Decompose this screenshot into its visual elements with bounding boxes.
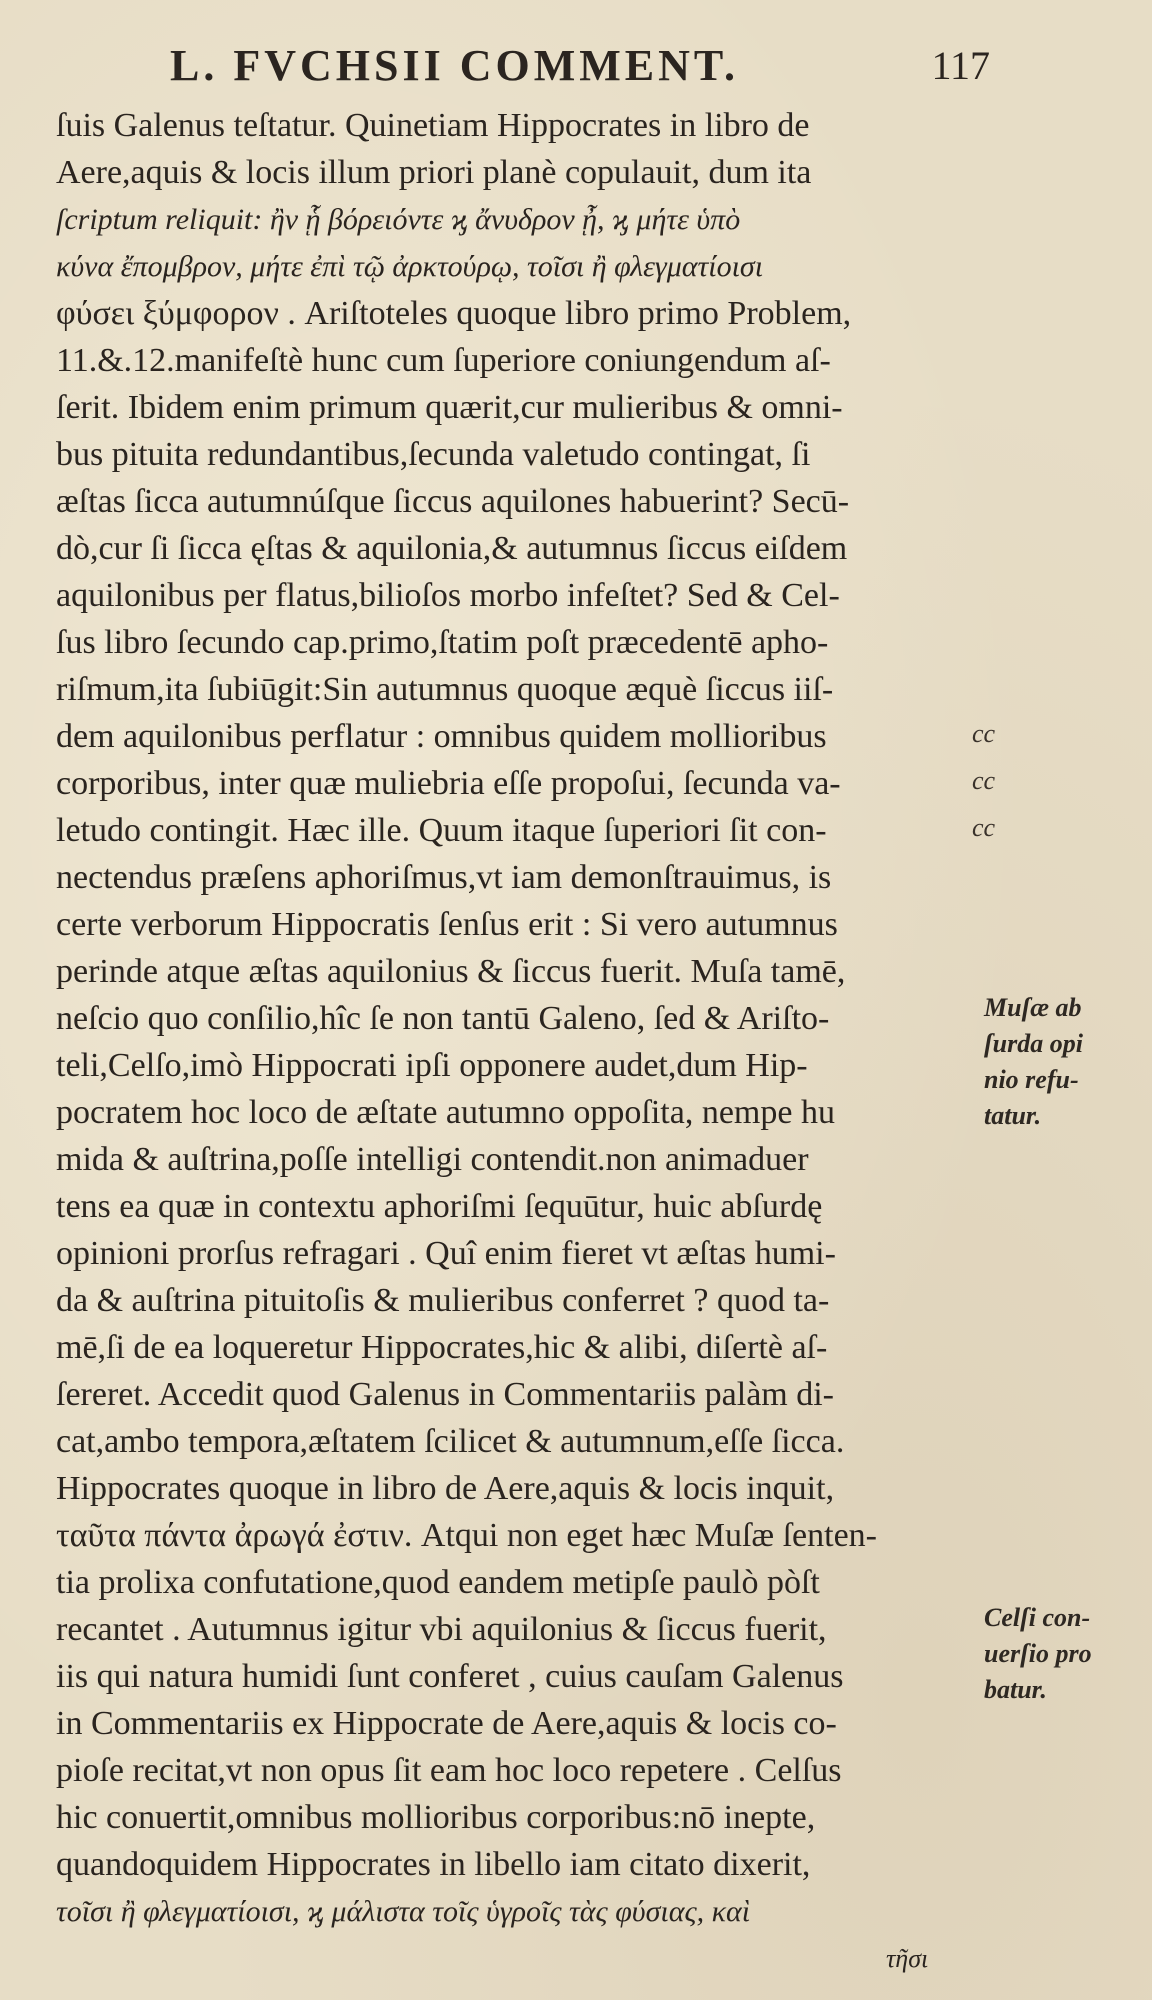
margin-note-celsi	[984, 1600, 1152, 1708]
text-line: pioſe recitat,vt non opus ſit eam hoc loco repetere . Celſus	[56, 1752, 842, 1789]
text-line: bus pituita redundantibus,ſecunda valetudo contingat, ſi	[56, 436, 811, 473]
text-line: ταῦτα πάντα ἀρωγά ἐστιν. Atqui non eget hæc Muſæ ſenten-	[56, 1517, 877, 1554]
text-line: opinioni prorſus refragari . Quî enim fieret vt æſtas humi-	[56, 1235, 836, 1272]
text-line: ſuis Galenus teſtatur. Quinetiam Hippocrates in libro de	[56, 107, 810, 144]
text-line: Aere,aquis & locis illum priori planè copulauit, dum ita	[56, 154, 812, 191]
text-line: aquilonibus per flatus,bilioſos morbo infeſtet? Sed & Cel-	[56, 577, 840, 614]
quotation-marks	[972, 710, 1012, 851]
quote-mark: cc	[972, 719, 996, 748]
running-title: L. FVCHSII COMMENT.	[170, 41, 739, 90]
margin-note-line: ſurda opi	[984, 1029, 1083, 1058]
text-line: neſcio quo conſilio,hîc ſe non tantū Galeno, ſed & Ariſto-	[56, 1000, 830, 1037]
margin-note-line: Celſi con-	[984, 1603, 1091, 1632]
margin-note-line: uerſio pro	[984, 1639, 1092, 1668]
text-line: hic conuertit,omnibus mollioribus corporibus:nō inepte,	[56, 1799, 816, 1836]
margin-note-line: tatur.	[984, 1101, 1042, 1130]
text-line: letudo contingit. Hæc ille. Quum itaque ſuperiori ſit con-	[56, 812, 827, 849]
text-line: iis qui natura humidi ſunt conferet , cuius cauſam Galenus	[56, 1658, 844, 1695]
text-line: mē,ſi de ea loqueretur Hippocrates,hic & alibi, diſertè aſ-	[56, 1329, 828, 1366]
quote-mark: cc	[972, 813, 996, 842]
text-line: teli,Celſo,imò Hippocrati ipſi opponere audet,dum Hip-	[56, 1047, 808, 1084]
text-line: tia prolixa confutatione,quod eandem metipſe paulò pòſt	[56, 1564, 820, 1601]
text-line: ſus libro ſecundo cap.primo,ſtatim poſt præcedentē apho-	[56, 624, 829, 661]
text-line: certe verborum Hippocratis ſenſus erit : Si vero autumnus	[56, 906, 838, 943]
text-line: cat,ambo tempora,æſtatem ſcilicet & autumnum,eſſe ſicca.	[56, 1423, 845, 1460]
text-line: 11.&.12.manifeſtè hunc cum ſuperiore coniungendum aſ-	[56, 342, 831, 379]
text-line: nectendus præſens aphoriſmus,vt iam demonſtrauimus, is	[56, 859, 832, 896]
page-number: 117	[931, 43, 990, 88]
text-line: recantet . Autumnus igitur vbi aquilonius & ſiccus fuerit,	[56, 1611, 827, 1648]
margin-note-musae	[984, 990, 1152, 1134]
greek-text-line: τοῖσι ἢ φλεγματίοισι, ϗ μάλιστα τοῖς ὑγροῖς τὰς φύσιας, καὶ	[56, 1895, 751, 1928]
margin-note-line: batur.	[984, 1675, 1047, 1704]
text-line: pocratem hoc loco de æſtate autumno oppoſita, nempe hu	[56, 1094, 835, 1131]
text-line: dò,cur ſi ſicca ęſtas & aquilonia,& autumnus ſiccus eiſdem	[56, 530, 848, 567]
margin-note-line: Muſæ ab	[984, 993, 1082, 1022]
text-line: æſtas ſicca autumnúſque ſiccus aquilones habuerint? Secū-	[56, 483, 850, 520]
text-line: ſerit. Ibidem enim primum quærit,cur mulieribus & omni-	[56, 389, 843, 426]
text-line: quandoquidem Hippocrates in libello iam citato dixerit,	[56, 1846, 811, 1883]
page-header	[150, 40, 990, 90]
text-line: ſereret. Accedit quod Galenus in Commentariis palàm di-	[56, 1376, 834, 1413]
text-line: φύσει ξύμφορον . Ariſtoteles quoque libro primo Problem,	[56, 295, 852, 332]
text-line: da & auſtrina pituitoſis & mulieribus conferret ? quod ta-	[56, 1282, 830, 1319]
margin-note-line: nio refu-	[984, 1065, 1079, 1094]
body-text	[56, 102, 976, 1982]
greek-text-line: ſcriptum reliquit: ἢν ᾗ βόρειόντε ϗ ἄνυδρον ᾖ, ϗ μήτε ὑπὸ	[56, 203, 741, 236]
text-line: dem aquilonibus perflatur : omnibus quidem mollioribus	[56, 718, 827, 755]
text-line: tens ea quæ in contextu aphoriſmi ſequūtur, huic abſurdę	[56, 1188, 823, 1225]
text-line: Hippocrates quoque in libro de Aere,aquis & locis inquit,	[56, 1470, 835, 1507]
greek-text-line: κύνα ἔπομβρον, μήτε ἐπὶ τῷ ἀρκτούρῳ, τοῖσι ἢ φλεγματίοισι	[56, 250, 764, 283]
text-line: corporibus, inter quæ muliebria eſſe propoſui, ſecunda va-	[56, 765, 841, 802]
catchword: τῆσι	[886, 1944, 929, 1973]
text-line: riſmum,ita ſubiūgit:Sin autumnus quoque æquè ſiccus iiſ-	[56, 671, 834, 708]
text-line: in Commentariis ex Hippocrate de Aere,aquis & locis co-	[56, 1705, 837, 1742]
text-line: perinde atque æſtas aquilonius & ſiccus fuerit. Muſa tamē,	[56, 953, 846, 990]
quote-mark: cc	[972, 766, 996, 795]
text-line: mida & auſtrina,poſſe intelligi contendit.non animaduer	[56, 1141, 809, 1178]
